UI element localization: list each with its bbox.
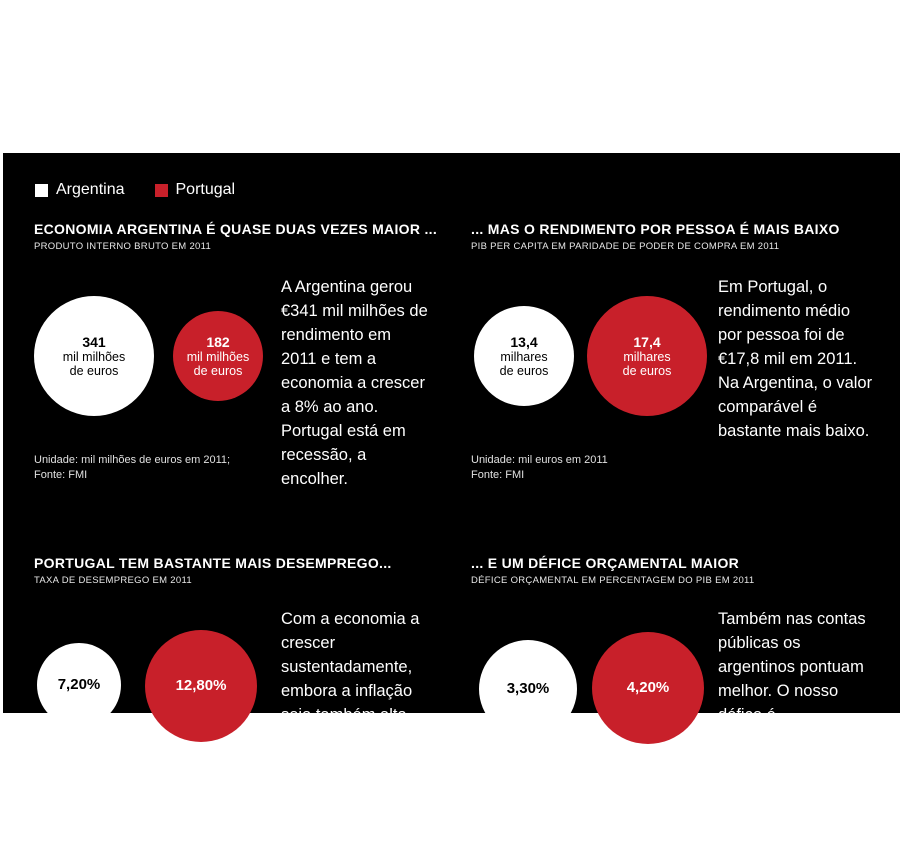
argentina-value: 341 [82,333,106,350]
argentina-unit-1: mil milhões [62,349,126,364]
legend-swatch-argentina [35,184,48,197]
section-subtitle: DÉFICE ORÇAMENTAL EM PERCENTAGEM DO PIB EM 2011 [471,575,755,586]
argentina-unit-1: milhares [500,349,548,364]
infographic-panel [3,153,900,724]
argentina-value: 7,20% [57,676,101,694]
section-budget-deficit [471,555,891,845]
section-unemployment [34,555,454,845]
portugal-unit-1: milhares [623,349,671,364]
argentina-unit-2: de euros [499,364,549,379]
portugal-unit-2: de euros [193,364,243,379]
portugal-bubble [592,632,704,744]
argentina-bubble [34,296,154,416]
section-title: ECONOMIA ARGENTINA É QUASE DUAS VEZES MAIOR ... [34,221,438,237]
section-description: Em Portugal, o rendimento médio por pessoa foi de €17,8 mil em 2011. Na Argentina, o valor comparável é bastante mais baixo. [718,278,873,440]
legend-item-argentina [35,181,125,199]
argentina-unit-2: de euros [69,364,119,379]
argentina-bubble [474,306,574,406]
section-gdp-per-capita [471,221,891,511]
section-gdp [34,221,454,511]
section-title: PORTUGAL TEM BASTANTE MAIS DESEMPREGO... [34,555,392,571]
legend-label-portugal: Portugal [175,181,236,198]
legend [35,181,257,199]
section-description: Também nas contas públicas os argentinos pontuam melhor. O nosso défice é [718,610,866,724]
legend-label-argentina: Argentina [56,181,125,198]
section-title: ... MAS O RENDIMENTO POR PESSOA É MAIS BAIXO [471,221,840,237]
section-subtitle: PRODUTO INTERNO BRUTO EM 2011 [34,241,212,252]
argentina-bubble [479,640,577,738]
section-description: A Argentina gerou €341 mil milhões de rendimento em 2011 e tem a economia a crescer a 8% ao ano. Portugal está em recessão, a encolher. [281,278,428,488]
portugal-bubble [145,630,257,742]
legend-swatch-portugal [155,184,168,197]
argentina-bubble [37,643,121,727]
section-description: Com a economia a crescer sustentadamente, embora a inflação seja também alta [281,610,420,724]
legend-item-portugal [155,181,236,199]
argentina-value: 13,4 [510,333,538,350]
portugal-unit-2: de euros [622,364,672,379]
section-note: Unidade: mil milhões de euros em 2011; Fonte: FMI [34,454,231,481]
section-subtitle: PIB PER CAPITA EM PARIDADE DE PODER DE COMPRA EM 2011 [471,241,780,252]
section-note: Unidade: mil euros em 2011 Fonte: FMI [471,454,608,481]
argentina-value: 3,30% [506,680,550,698]
section-subtitle: TAXA DE DESEMPREGO EM 2011 [34,575,192,586]
portugal-value: 182 [206,333,230,350]
portugal-value: 17,4 [633,333,661,350]
section-title: ... E UM DÉFICE ORÇAMENTAL MAIOR [471,555,740,571]
portugal-value: 12,80% [175,677,227,695]
portugal-bubble [173,311,263,401]
portugal-bubble [587,296,707,416]
portugal-unit-1: mil milhões [186,349,250,364]
portugal-value: 4,20% [626,679,670,697]
